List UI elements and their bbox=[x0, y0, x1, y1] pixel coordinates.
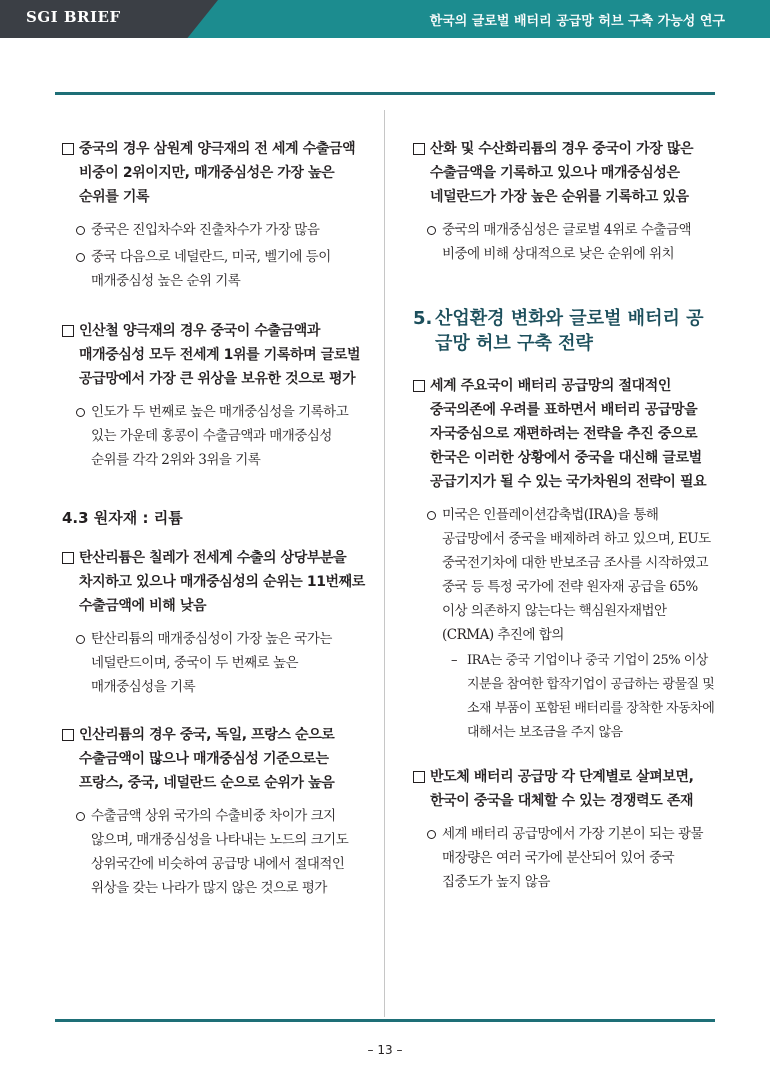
column-divider bbox=[384, 110, 385, 1017]
sub-item bbox=[62, 245, 367, 293]
bullet-item bbox=[62, 319, 367, 391]
sub-text: 수출금액 상위 국가의 수출비중 차이가 크지 않으며, 매개중심성을 나타내는 노드의 크기도 상위국간에 비슷하여 공급망 내에서 절대적인 위상을 갖는 나라가 많지 않은 것으로 평가 bbox=[91, 808, 349, 896]
checkbox-square-icon bbox=[413, 771, 425, 783]
bullet-text: 인산철 양극재의 경우 중국이 수출금액과 매개중심성 모두 전세계 1위를 기록하며 글로벌 공급망에서 가장 큰 위상을 보유한 것으로 평가 bbox=[79, 323, 361, 387]
checkbox-square-icon bbox=[62, 143, 74, 155]
checkbox-square-icon bbox=[413, 143, 425, 155]
checkbox-square-icon bbox=[62, 729, 74, 741]
bullet-text: 중국의 경우 삼원계 양극재의 전 세계 수출금액 비중이 2위이지만, 매개중심성은 가장 높은 순위를 기록 bbox=[79, 141, 356, 205]
sub-text: 미국은 인플레이션감축법(IRA)을 통해 공급망에서 중국을 배제하려 하고 있으며, EU도 중국전기차에 대한 반보조금 조사를 시작하였고 중국 등 특정 국가에 전략 원자재 공급을 65% 이상 의존하지 않는다는 핵심원자재법안(CRMA) 추진에 합의 bbox=[442, 507, 711, 643]
bullet-item bbox=[62, 546, 367, 618]
sub-item bbox=[413, 503, 718, 647]
right-column bbox=[413, 137, 718, 894]
bullet-text: 산화 및 수산화리튬의 경우 중국이 가장 많은 수출금액을 기록하고 있으나 매개중심성은 네덜란드가 가장 높은 순위를 기록하고 있음 bbox=[430, 141, 694, 205]
circle-bullet-icon bbox=[427, 830, 436, 839]
bullet-item bbox=[413, 374, 718, 494]
sub-item bbox=[413, 822, 718, 894]
sub-text: 탄산리튬의 매개중심성이 가장 높은 국가는 네덜란드이며, 중국이 두 번째로 높은 매개중심성을 기록 bbox=[91, 631, 332, 695]
left-column bbox=[62, 137, 367, 900]
bullet-text: 반도체 배터리 공급망 각 단계별로 살펴보면, 한국이 중국을 대체할 수 있는 경쟁력도 존재 bbox=[430, 769, 694, 809]
bullet-item bbox=[62, 723, 367, 795]
bullet-item bbox=[413, 765, 718, 813]
page-number: – 13 – bbox=[367, 1043, 403, 1057]
circle-bullet-icon bbox=[76, 226, 85, 235]
circle-bullet-icon bbox=[427, 226, 436, 235]
sub-item bbox=[413, 218, 718, 266]
brand-label: SGI BRIEF bbox=[26, 8, 121, 26]
bottom-rule bbox=[55, 1019, 715, 1022]
dash-bullet: – bbox=[451, 653, 457, 668]
sub-text: 세계 배터리 공급망에서 가장 기본이 되는 광물 매장량은 여러 국가에 분산되어 있어 중국 집중도가 높지 않음 bbox=[442, 826, 704, 890]
sub-text: 중국의 매개중심성은 글로벌 4위로 수출금액 비중에 비해 상대적으로 낮은 순위에 위치 bbox=[442, 222, 691, 262]
bullet-item bbox=[413, 137, 718, 209]
checkbox-square-icon bbox=[62, 552, 74, 564]
top-rule bbox=[55, 92, 715, 95]
bullet-text: 인산리튬의 경우 중국, 독일, 프랑스 순으로 수출금액이 많으나 매개중심성 기준으로는 프랑스, 중국, 네덜란드 순으로 순위가 높음 bbox=[79, 727, 335, 791]
circle-bullet-icon bbox=[427, 511, 436, 520]
page-header bbox=[0, 0, 770, 38]
section-title bbox=[413, 306, 718, 356]
document-title: 한국의 글로벌 배터리 공급망 허브 구축 가능성 연구 bbox=[429, 14, 725, 29]
circle-bullet-icon bbox=[76, 635, 85, 644]
bullet-text: 세계 주요국이 배터리 공급망의 절대적인 중국의존에 우려를 표하면서 배터리 공급망을 자국중심으로 재편하려는 전략을 추진 중으로 한국은 이러한 상황에서 중국을 대신해 글로벌 공급기지가 될 수 있는 국가차원의 전략이 필요 bbox=[430, 378, 707, 490]
sub-sub-text: IRA는 중국 기업이나 중국 기업이 25% 이상 지분을 참여한 합작기업이 공급하는 광물질 및 소재 부품이 포함된 배터리를 장착한 자동차에 대해서는 보조금을 주지 않음 bbox=[467, 653, 715, 740]
bullet-text: 탄산리튬은 칠레가 전세계 수출의 상당부분을 차지하고 있으나 매개중심성의 순위는 11번째로 수출금액에 비해 낮음 bbox=[79, 550, 365, 614]
section-number: 5. bbox=[413, 308, 433, 329]
sub-text: 인도가 두 번째로 높은 매개중심성을 기록하고 있는 가운데 홍콩이 수출금액과 매개중심성 순위를 각각 2위와 3위을 기록 bbox=[91, 404, 349, 468]
circle-bullet-icon bbox=[76, 408, 85, 417]
circle-bullet-icon bbox=[76, 253, 85, 262]
checkbox-square-icon bbox=[62, 325, 74, 337]
section-title-text: 산업환경 변화와 글로벌 배터리 공급망 허브 구축 전략 bbox=[435, 308, 704, 354]
circle-bullet-icon bbox=[76, 812, 85, 821]
sub-text: 중국 다음으로 네덜란드, 미국, 벨기에 등이 매개중심성 높은 순위 기록 bbox=[91, 249, 331, 289]
bullet-item bbox=[62, 137, 367, 209]
sub-item bbox=[62, 400, 367, 472]
sub-item bbox=[62, 804, 367, 900]
sub-item bbox=[62, 627, 367, 699]
checkbox-square-icon bbox=[413, 380, 425, 392]
subsection-heading: 4.3 원자재 : 리튬 bbox=[62, 509, 183, 527]
sub-text: 중국은 진입차수와 진출차수가 가장 많음 bbox=[91, 222, 320, 238]
sub-sub-item bbox=[413, 649, 718, 745]
sub-item bbox=[62, 218, 367, 242]
